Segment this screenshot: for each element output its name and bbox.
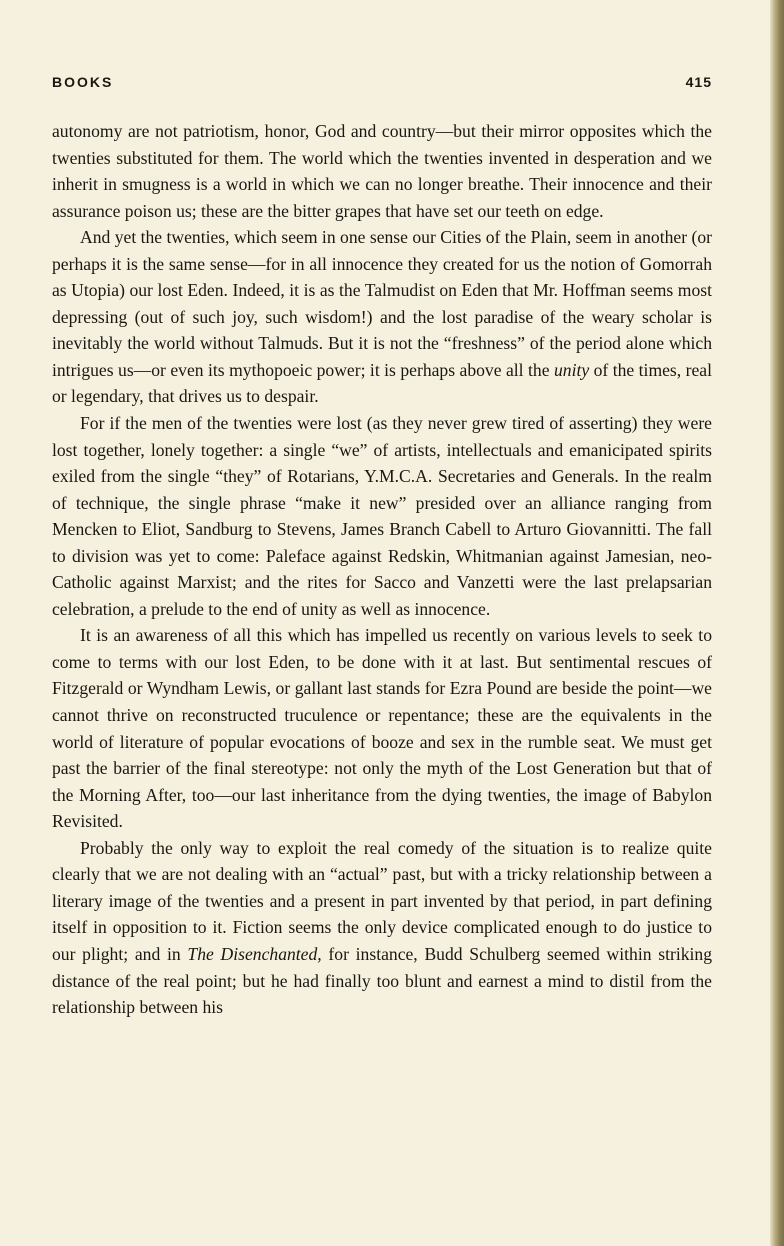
paragraph-text: autonomy are not patriotism, honor, God and country—but their mirror opposites which the twenties substituted for them. The world which the twenties invented in desperation and we inherit in smugness is a world in which we can no longer breathe. Their innocence and their assurance poison us; these are the bitter grapes that have set our teeth on edge. [52,121,712,221]
paragraph-text: for instance, Budd Schulberg seemed within striking distance of the real point; but he had finally too blunt and earnest a mind to distil from the relationship between his [52,943,712,1018]
book-title-italic: The Disenchanted, [187,943,322,964]
page-header [52,74,712,96]
running-head: BOOKS [52,74,114,90]
paragraph-text: And yet the twenties, which seem in one sense our Cities of the Plain, seem in another (or perhaps it is the same sense—for in all innocence they created for us the notion of Gomorrah as Utopia) our lost Eden. Indeed, it is as the Talmudist on Eden that Mr. Hoffman seems most depressing (out of such joy, such wisdom!) and the lost paradise of the weary scholar is inevitably the world without Talmuds. But it is not the “freshness” of the period alone which intrigues us—or even its mythopoeic power; it is perhaps above all the [52,227,712,380]
page-number: 415 [685,74,712,90]
paragraph-1 [52,118,712,224]
paragraph-text: Probably the only way to exploit the real comedy of the situation is to realize quite clearly that we are not dealing with an “actual” past, but with a tricky relationship between a literary image of the twenties and a present in part invented by that period, in part defining itself in opposition to it. Fiction seems the only device complicated enough to do justice to our plight; and in [52,837,712,964]
paragraph-3 [52,410,712,622]
paragraph-2 [52,224,712,410]
paragraph-text: of the times, real or legendary, that drives us to despair. [52,359,712,407]
paragraph-4 [52,622,712,834]
paragraph-text: It is an awareness of all this which has impelled us recently on various levels to seek to come to terms with our lost Eden, to be done with it at last. But sentimental rescues of Fitzgerald or Wyndham Lewis, or gallant last stands for Ezra Pound are beside the point—we cannot thrive on reconstructed truculence or repentance; these are the equivalents in the world of literature of popular evocations of booze and sex in the rumble seat. We must get past the barrier of the final stereotype: not only the myth of the Lost Generation but that of the Morning After, too—our last inheritance from the dying twenties, the image of Babylon Revisited. [52,625,712,832]
paragraph-text: For if the men of the twenties were lost (as they never grew tired of asserting) they were lost together, lonely together: a single “we” of artists, intellectuals and emanicipated spirits exiled from the single “they” of Rotarians, Y.M.C.A. Secretaries and Generals. In the realm of technique, the single phrase “make it new” presided over an alliance ranging from Mencken to Eliot, Sandburg to Stevens, James Branch Cabell to Arturo Giovannitti. The fall to division was yet to come: Paleface against Redskin, Whitmanian against Jamesian, neo-Catholic against Marxist; and the rites for Sacco and Vanzetti were the last prelapsarian celebration, a prelude to the end of unity as well as innocence. [52,413,712,619]
body-text [52,118,712,1021]
italic-text: unity [553,359,590,380]
book-spine-edge [770,0,784,1246]
paragraph-5 [52,835,712,1021]
